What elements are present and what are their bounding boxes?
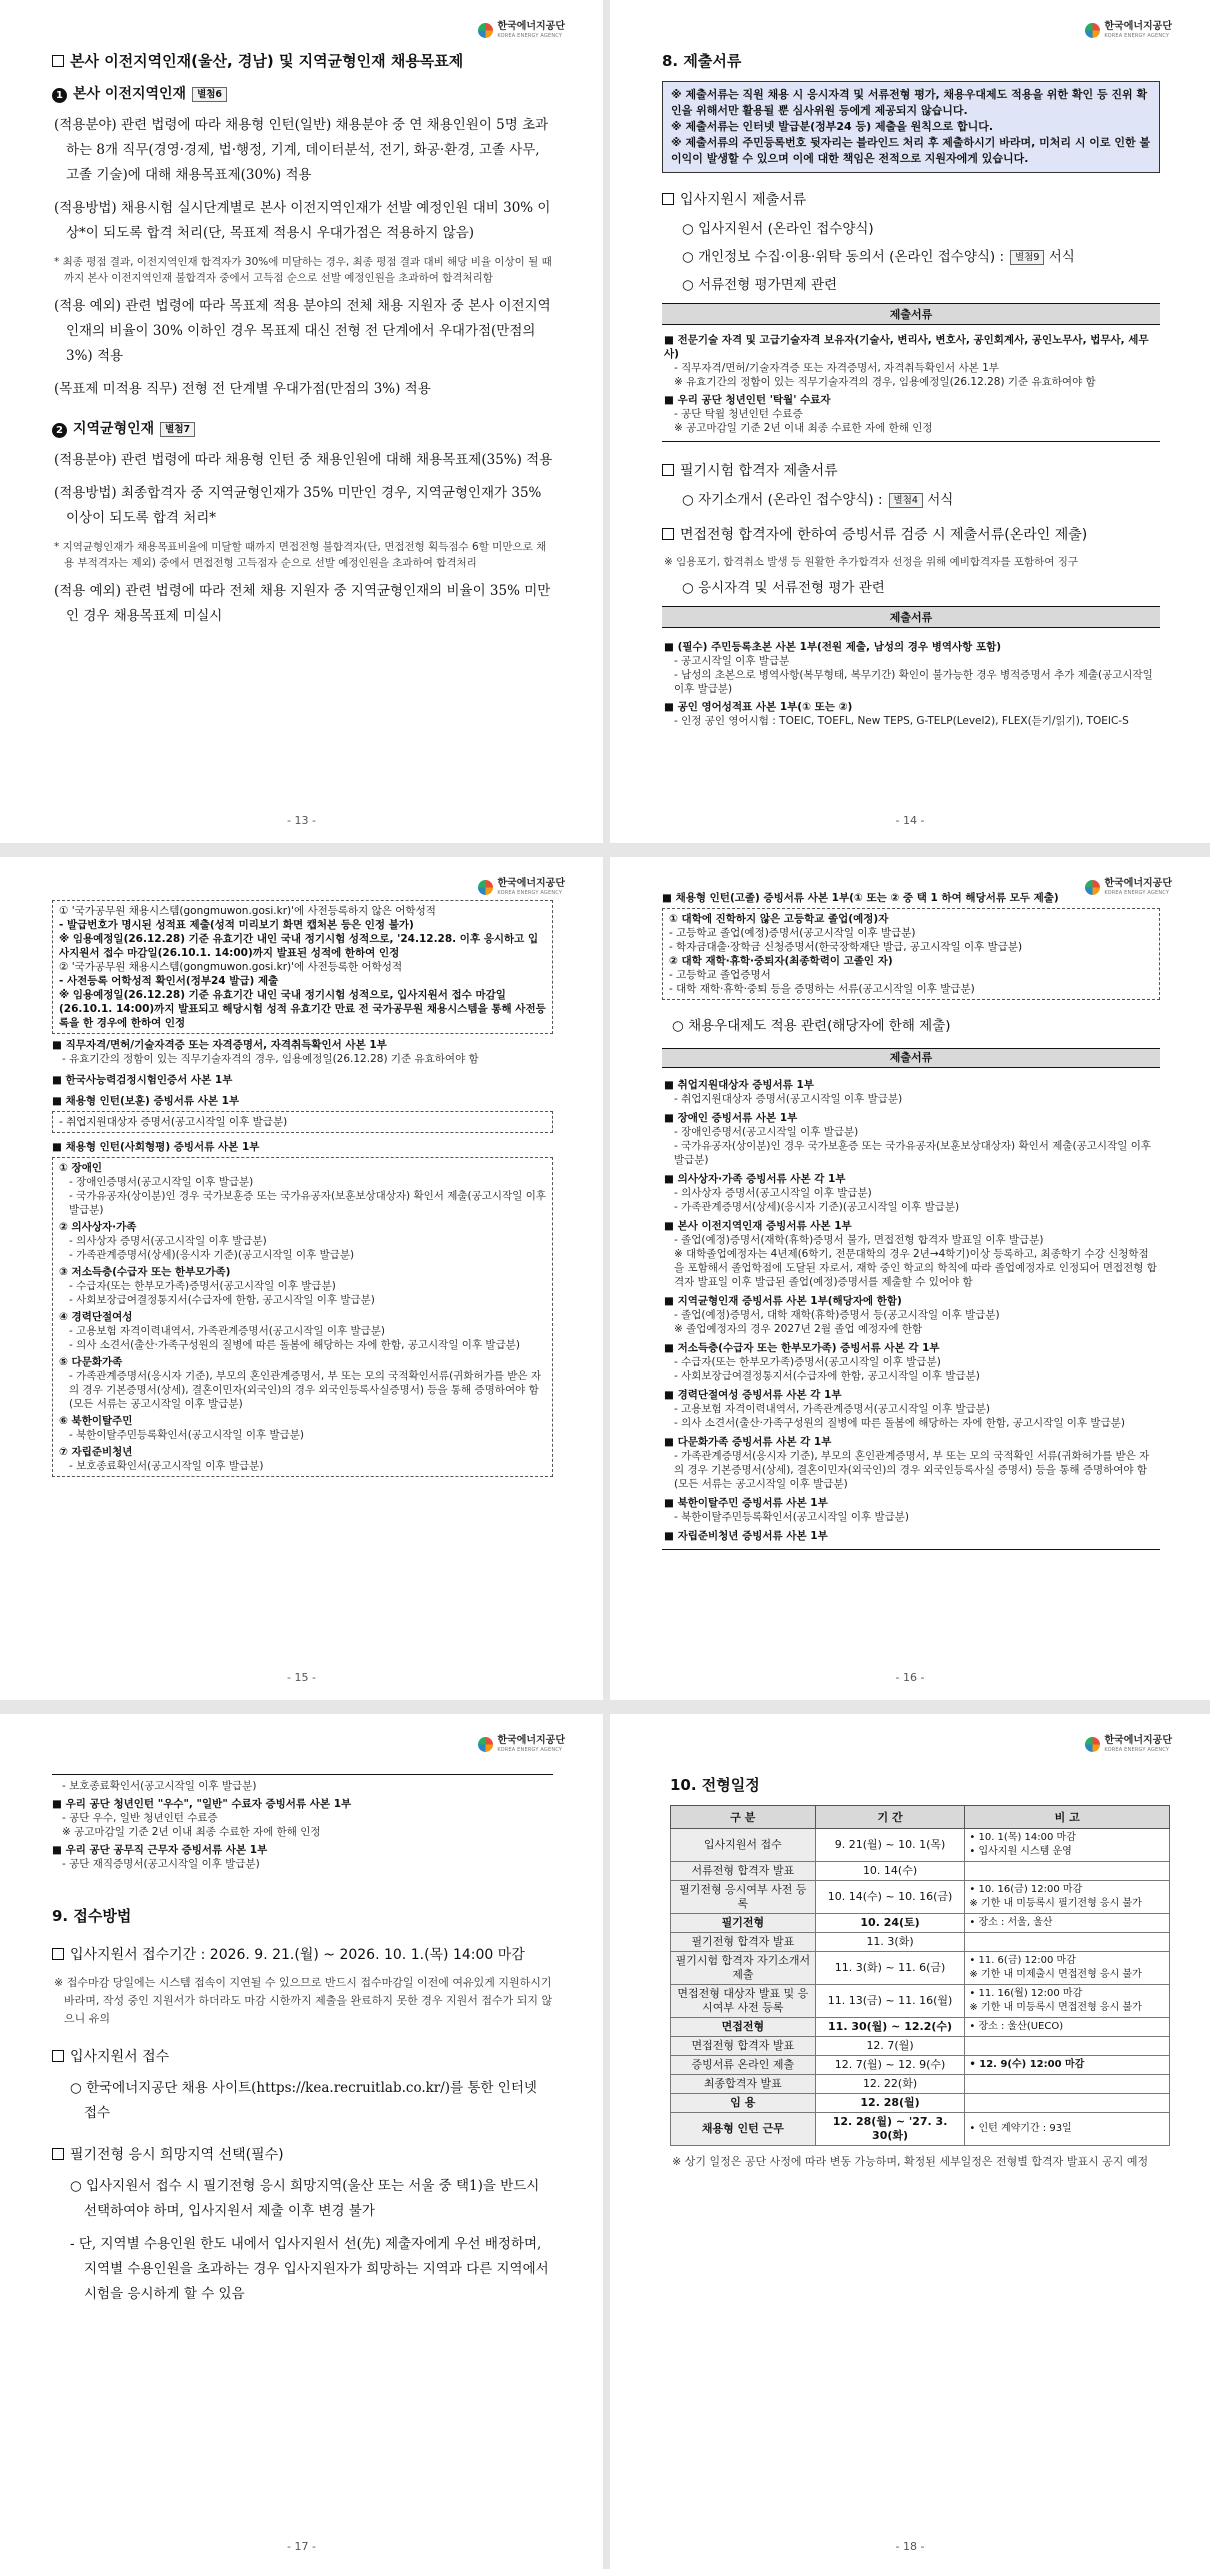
page-number: - 15 - (287, 1671, 316, 1684)
doc-detail: - 공단 재직증명서(공고시작일 이후 발급분) (62, 1858, 260, 1870)
list-item: ○ 응시자격 및 서류전형 평가 관련 (682, 580, 885, 596)
list-item-text: 입사지원서 접수 시 필기전형 응시 희망지역(울산 또는 서울 중 택1)을 반드시 선택하여야 하며, 입사지원서 제출 이후 변경 불가 (84, 2178, 540, 2219)
schedule-period: 12. 28(월) ~ '27. 3. 30(화) (815, 2113, 965, 2146)
table-header-row (671, 1806, 1170, 1829)
subsection-title (52, 2046, 553, 2066)
doc-detail: ※ 졸업예정자의 경우 2027년 2월 졸업 예정자에 한함 (674, 1323, 923, 1335)
list-item: ○ 자기소개서 (온라인 접수양식) : 별첨4 서식 (682, 492, 954, 508)
doc-item: ■ 전문기술 자격 및 고급기술자격 보유자(기술사, 변리사, 변호사, 공인회계사, 공인노무사, 법무사, 세무사) (664, 334, 1149, 360)
doc-item: ■ (필수) 주민등록초본 사본 1부(전원 제출, 남성의 경우 병역사항 포함) (664, 641, 1002, 653)
page-number: - 18 - (895, 2540, 925, 2553)
list-item: ○ 개인정보 수집·이용·위탁 동의서 (온라인 접수양식) : 별첨9 서식 (682, 249, 1075, 265)
paragraph: (적용분야) 관련 법령에 따라 채용형 인턴(일반) 채용분야 중 연 채용인원이 5명 초과하는 8개 직무(경영·경제, 법·행정, 기계, 데이터분석, 전기, 화공·환경, 고졸 사무, 고졸 기술)에 대해 채용목표제(30%) 적용 (54, 117, 549, 183)
table-header: 제출서류 (662, 1048, 1160, 1068)
checkbox-square-icon (52, 55, 64, 67)
doc-detail: ※ 유효기간의 정함이 있는 직무기술자격의 경우, 임용예정일(26.12.28) 기준 유효하여야 함 (674, 376, 1096, 388)
org-logo-text: 한국에너지공단 (497, 21, 565, 32)
list-item-text: 서류전형 평가면제 관련 (698, 277, 838, 293)
doc-item-text: 전문기술 자격 및 고급기술자격 보유자(기술사, 변리사, 변호사, 공인회계사, 공인노무사, 법무사, 세무사) (664, 334, 1149, 360)
subsection-title (52, 83, 553, 103)
doc-item-text: 취업지원대상자 증빙서류 1부 (677, 1079, 814, 1091)
org-logo-text: 한국에너지공단 (497, 1735, 565, 1746)
paragraph: (적용 예외) 관련 법령에 따라 목표제 적용 분야의 전체 채용 지원자 중 본사 이전지역인재의 비율이 30% 이하인 경우 목표제 대신 전형 전 단계에서 우대가점(만점의 3%) 적용 (54, 298, 551, 364)
doc-item-text: 공인 영어성적표 사본 1부(① 또는 ②) (677, 701, 853, 713)
group-detail: - 수급자(또는 한부모가족)증명서(공고시작일 이후 발급분) (69, 1280, 336, 1292)
doc-detail: - 의사 소견서(출산·가족구성원의 질병에 따른 돌봄에 해당하는 자에 한함, 공고시작일 이후 발급분) (674, 1417, 1125, 1429)
paragraph: (적용방법) 채용시험 실시단계별로 본사 이전지역인재가 선발 예정인원 대비 30% 이상*이 되도록 합격 처리(단, 목표제 적용시 우대가점은 적용하지 않음) (54, 200, 551, 241)
group-heading: ④ 경력단절여성 (59, 1311, 133, 1323)
box-line: - 사전등록 어학성적 확인서(정부24 발급) 제출 (59, 975, 279, 987)
table-row (671, 1914, 1170, 1933)
subsection-title (662, 460, 1160, 480)
list-item: ○ 채용우대제도 적용 관련(해당자에 한해 제출) (672, 1018, 951, 1034)
box-line: ※ 임용예정일(26.12.28) 기준 유효기간 내인 국내 정기시험 성적으로, '24.12.28. 이후 응시하고 입사지원서 접수 마감일(26.10.1. 14:00)까지 발표된 성적에 한하여 인정 (59, 933, 539, 959)
group-heading: ⑦ 자립준비청년 (59, 1446, 133, 1458)
group-detail: - 장애인증명서(공고시작일 이후 발급분) (69, 1176, 254, 1188)
table-row (671, 1862, 1170, 1881)
doc-item (664, 1078, 1158, 1092)
notice-line: ※ 제출서류는 직원 채용 시 응시자격 및 서류전형 평가, 채용우대제도 적용을 위한 확인 등 진위 확인을 위해서만 활용될 뿐 심사위원 등에게 제공되지 않습니다. (671, 88, 1148, 117)
bullet-square-icon: ■ (664, 1497, 678, 1509)
page-content (662, 50, 1160, 734)
table-row (671, 2056, 1170, 2075)
doc-item-text: 채용형 인턴(보훈) 증빙서류 사본 1부 (65, 1095, 240, 1107)
box-line: - 고등학교 졸업증명서 (669, 969, 771, 981)
continued-block (52, 1774, 553, 1871)
subsection-title (662, 189, 1160, 209)
schedule-note: • 인턴 계약기간 : 93일 (965, 2113, 1170, 2146)
schedule-stage: 서류전형 합격자 발표 (671, 1862, 816, 1881)
table-row (671, 2018, 1170, 2037)
doc-item: ■ 우리 공단 청년인턴 "우수", "일반" 수료자 증빙서류 사본 1부 (52, 1798, 352, 1810)
doc-item-text: 우리 공단 청년인턴 "우수", "일반" 수료자 증빙서류 사본 1부 (65, 1798, 352, 1810)
page-16 (610, 857, 1210, 1700)
schedule-note: • 11. 6(금) 12:00 마감 ※ 기한 내 미제출시 면접전형 응시 불가 (965, 1952, 1170, 1985)
doc-item-text: 직무자격/면허/기술자격증 또는 자격증명서, 자격취득확인서 사본 1부 (65, 1039, 387, 1051)
list-item: - 단, 지역별 수용인원 한도 내에서 입사지원서 선(先) 제출자에게 우선 배정하며, 지역별 수용인원을 초과하는 경우 입사지원자가 희망하는 지역과 다른 지역에서 시험을 응시하게 할 수 있음 (70, 2236, 549, 2302)
doc-item-text: 다문화가족 증빙서류 사본 각 1부 (677, 1436, 832, 1448)
schedule-stage: 필기전형 (671, 1914, 816, 1933)
checkbox-square-icon (52, 2050, 64, 2062)
org-logo-text: 한국에너지공단 (497, 878, 565, 889)
subsection-title-text: 필기전형 응시 희망지역 선택(필수) (70, 2147, 284, 2163)
doc-item (664, 1496, 1158, 1510)
doc-item-text: 지역균형인재 증빙서류 사본 1부(해당자에 한함) (677, 1295, 902, 1307)
schedule-stage: 면접전형 합격자 발표 (671, 2037, 816, 2056)
footnote: * 지역균형인재가 채용목표비율에 미달할 때까지 면접전형 불합격자(단, 면접전형 획득점수 6할 미만으로 채용 부적격자는 제외) 중에서 면접전형 고득점자 순으로 선발 예정인원을 초과하여 합격처리 (54, 541, 547, 569)
list-item-text: 개인정보 수집·이용·위탁 동의서 (온라인 접수양식) : (698, 249, 1005, 265)
group-detail: - 고용보험 자격이력내역서, 가족관계증명서(공고시작일 이후 발급분) (69, 1325, 386, 1337)
org-logo-subtext: KOREA ENERGY AGENCY (1104, 890, 1170, 896)
list-item-text: 응시자격 및 서류전형 평가 관련 (698, 580, 885, 596)
table-body (662, 1068, 1160, 1550)
schedule-period: 10. 24(토) (815, 1914, 965, 1933)
table-header: 제출서류 (662, 303, 1160, 325)
annex-tag: 별첨7 (160, 422, 195, 437)
doc-item: ■ 채용형 인턴(고졸) 증빙서류 사본 1부(① 또는 ② 중 택 1 하여 해당서류 모두 제출) (662, 892, 1059, 904)
table-row (671, 2113, 1170, 2146)
doc-detail: - 공단 우수, 일반 청년인턴 수료증 (62, 1812, 218, 1824)
schedule-period: 10. 14(수) (815, 1862, 965, 1881)
doc-item-text: 채용형 인턴(사회형평) 증빙서류 사본 1부 (65, 1141, 260, 1153)
list-item: ○ 한국에너지공단 채용 사이트(https://kea.recruitlab.co.kr/)를 통한 인터넷 접수 (70, 2080, 537, 2121)
org-logo (478, 22, 565, 39)
box-line: ① 대학에 진학하지 않은 고등학교 졸업(예정)자 (669, 913, 889, 925)
list-item-text: 한국에너지공단 채용 사이트(https://kea.recruitlab.co.kr/)를 통한 인터넷 접수 (84, 2080, 537, 2121)
doc-detail: ※ 공고마감일 기준 2년 이내 최종 수료한 자에 한해 인정 (62, 1826, 321, 1838)
doc-item-text: 자립준비청년 증빙서류 사본 1부 (677, 1530, 828, 1542)
group-detail: - 북한이탈주민등록확인서(공고시작일 이후 발급분) (69, 1429, 304, 1441)
table-row (671, 1881, 1170, 1914)
checkbox-square-icon (662, 193, 674, 205)
page-14 (610, 0, 1210, 843)
org-logo-icon (1085, 1737, 1100, 1752)
page-15 (0, 857, 603, 1700)
list-item-tail: 서식 (1048, 249, 1075, 265)
schedule-period: 12. 28(월) (815, 2094, 965, 2113)
subsection-title (52, 418, 553, 438)
list-item-text: 채용우대제도 적용 관련(해당자에 한해 제출) (688, 1018, 951, 1034)
table-row (671, 2075, 1170, 2094)
doc-detail: - 국가유공자(상이분)인 경우 국가보훈증 또는 국가유공자(보훈보상대상자) 확인서 제출(공고시작일 이후 발급분) (674, 1140, 1151, 1166)
schedule-note: • 11. 16(월) 12:00 마감 ※ 기한 내 미등록시 면접전형 응시 불가 (965, 1985, 1170, 2018)
doc-detail: - 북한이탈주민등록확인서(공고시작일 이후 발급분) (674, 1511, 909, 1523)
org-logo-subtext: KOREA ENERGY AGENCY (497, 890, 563, 896)
notice-line: ※ 제출서류는 인터넷 발급분(정부24 등) 제출을 원칙으로 합니다. (671, 120, 994, 133)
doc-item: ■ 우리 공단 청년인턴 '탁월' 수료자 (664, 394, 831, 406)
column-header: 비 고 (965, 1806, 1170, 1829)
doc-detail: - 사회보장급여결정통지서(수급자에 한함, 공고시작일 이후 발급분) (674, 1370, 980, 1382)
schedule-period: 12. 7(월) ~ 12. 9(수) (815, 2056, 965, 2075)
table-row (671, 2037, 1170, 2056)
box-line: - 발급번호가 명시된 성적표 제출(성적 미리보기 화면 캡처본 등은 인정 불가) (59, 919, 414, 931)
page-number: - 14 - (895, 814, 925, 827)
bullet-square-icon: ■ (664, 1389, 678, 1401)
annex-tag: 별첨6 (192, 87, 227, 102)
doc-detail: ※ 공고마감일 기준 2년 이내 최종 수료한 자에 한해 인정 (674, 422, 933, 434)
doc-item: ■ 채용형 인턴(보훈) 증빙서류 사본 1부 (52, 1095, 240, 1107)
schedule-period: 11. 3(화) (815, 1933, 965, 1952)
org-logo (1085, 1736, 1172, 1753)
table-row (671, 1829, 1170, 1862)
footnote: ※ 임용포기, 합격취소 발생 등 원활한 추가합격자 선정을 위해 예비합격자를 포함하여 징구 (664, 556, 1078, 568)
table-row (671, 1952, 1170, 1985)
list-item-text: 자기소개서 (온라인 접수양식) : (698, 492, 883, 508)
table-body (662, 325, 1160, 442)
doc-detail: - 공단 탁월 청년인턴 수료증 (674, 408, 803, 420)
doc-detail: - 직무자격/면허/기술자격증 또는 자격증명서, 자격취득확인서 사본 1부 (674, 362, 999, 374)
bullet-square-icon: ■ (664, 1173, 678, 1185)
org-logo-subtext: KOREA ENERGY AGENCY (1104, 1747, 1170, 1753)
section-title (52, 50, 553, 71)
group-detail: - 가족관계증명서(상세)(응시자 기준)(공고시작일 이후 발급분) (69, 1249, 355, 1261)
group-heading: ⑤ 다문화가족 (59, 1356, 123, 1368)
doc-item-text: 우리 공단 공무직 근무자 증빙서류 사본 1부 (65, 1844, 268, 1856)
box-line: ② 대학 재학·휴학·중퇴자(최종학력이 고졸인 자) (669, 955, 893, 967)
schedule-note (965, 2037, 1170, 2056)
doc-detail: - 의사상자 증명서(공고시작일 이후 발급분) (674, 1187, 872, 1199)
annex-tag: 별첨4 (889, 493, 923, 508)
schedule-table (670, 1805, 1170, 2146)
section-heading: 9. 접수방법 (52, 1907, 132, 1925)
list-item-text: 입사지원서 (온라인 접수양식) (698, 221, 874, 237)
bullet-square-icon: ■ (664, 1342, 678, 1354)
schedule-note (965, 1862, 1170, 1881)
doc-detail: - 수급자(또는 한부모가족)증명서(공고시작일 이후 발급분) (674, 1356, 941, 1368)
schedule-stage: 필기전형 합격자 발표 (671, 1933, 816, 1952)
page-content (52, 897, 553, 1480)
doc-item: ■ 직무자격/면허/기술자격증 또는 자격증명서, 자격취득확인서 사본 1부 (52, 1039, 387, 1051)
list-item: ○ 입사지원서 접수 시 필기전형 응시 희망지역(울산 또는 서울 중 택1)을 반드시 선택하여야 하며, 입사지원서 제출 이후 변경 불가 (70, 2178, 540, 2219)
schedule-period: 11. 30(월) ~ 12.2(수) (815, 2018, 965, 2037)
org-logo-text: 한국에너지공단 (1104, 878, 1172, 889)
section-heading: 8. 제출서류 (662, 52, 742, 70)
subsection-title-text: 입사지원서 접수기간 : 2026. 9. 21.(월) ~ 2026. 10. 1.(목) 14:00 마감 (70, 1947, 525, 1963)
doc-detail: - 남성의 초본으로 병역사항(복무형태, 복무기간) 확인이 불가능한 경우 병적증명서 추가 제출(공고시작일 이후 발급분) (674, 669, 1153, 695)
page-number: - 13 - (287, 814, 316, 827)
schedule-period: 10. 14(수) ~ 10. 16(금) (815, 1881, 965, 1914)
checkbox-square-icon (52, 1948, 64, 1960)
annex-tag: 별첨9 (1010, 250, 1044, 265)
group-heading: ① 장애인 (59, 1162, 102, 1174)
schedule-stage: 필기전형 응시여부 사전 등록 (671, 1881, 816, 1914)
doc-item (664, 1111, 1158, 1125)
schedule-note: • 10. 16(금) 12:00 마감 ※ 기한 내 미등록시 필기전형 응시 불가 (965, 1881, 1170, 1914)
doc-item-text: 우리 공단 청년인턴 '탁월' 수료자 (677, 394, 831, 406)
page-content (52, 1774, 553, 2315)
section-heading: 10. 전형일정 (670, 1776, 760, 1794)
box-line: ① '국가공무원 채용시스템(gongmuwon.gosi.kr)'에 사전등록하지 않은 어학성적 (59, 905, 436, 917)
number-1-icon: 1 (52, 88, 67, 103)
paragraph: (적용방법) 최종합격자 중 지역균형인재가 35% 미만인 경우, 지역균형인재가 35% 이상이 되도록 합격 처리* (54, 485, 542, 526)
schedule-stage: 임 용 (671, 2094, 816, 2113)
schedule-note (965, 1933, 1170, 1952)
table-row (671, 1933, 1170, 1952)
doc-item: ■ 한국사능력검정시험인증서 사본 1부 (52, 1074, 233, 1086)
page-content (662, 887, 1160, 1550)
column-header: 구 분 (671, 1806, 816, 1829)
box-line: - 대학 재학·휴학·중퇴 등을 증명하는 서류(공고시작일 이후 발급분) (669, 983, 975, 995)
schedule-stage: 입사지원서 접수 (671, 1829, 816, 1862)
doc-item-text: 한국사능력검정시험인증서 사본 1부 (65, 1074, 233, 1086)
schedule-note: • 장소 : 서울, 울산 (965, 1914, 1170, 1933)
doc-item-text: 채용형 인턴(고졸) 증빙서류 사본 1부(① 또는 ② 중 택 1 하여 해당서류 모두 제출) (675, 892, 1059, 904)
doc-item: ■ 우리 공단 공무직 근무자 증빙서류 사본 1부 (52, 1844, 268, 1856)
doc-item-text: (필수) 주민등록초본 사본 1부(전원 제출, 남성의 경우 병역사항 포함) (677, 641, 1002, 653)
schedule-note: • 12. 9(수) 12:00 마감 (965, 2056, 1170, 2075)
doc-item-text: 북한이탈주민 증빙서류 사본 1부 (677, 1497, 828, 1509)
checkbox-square-icon (662, 528, 674, 540)
schedule-note (965, 2075, 1170, 2094)
group-heading: ③ 저소득층(수급자 또는 한부모가족) (59, 1266, 231, 1278)
org-logo-icon (1085, 23, 1100, 38)
page-number: - 16 - (895, 1671, 925, 1684)
doc-item: ■ 채용형 인턴(사회형평) 증빙서류 사본 1부 (52, 1141, 260, 1153)
bullet-square-icon: ■ (664, 1079, 678, 1091)
schedule-stage: 최종합격자 발표 (671, 2075, 816, 2094)
org-logo-icon (478, 1737, 493, 1752)
doc-detail: - 가족관계증명서(응시자 기준), 부모의 혼인관계증명서, 부 또는 모의 국적확인 서류(귀화허가를 받은 자의 경우 기본증명서(상세), 결혼이민자(외국인)의 경우 외국인등록사실 증명서) 등을 통해 증명하여야 함(모든 서류는 공고시작일 이후 발급분) (674, 1450, 1150, 1490)
doc-detail: - 고용보험 자격이력내역서, 가족관계증명서(공고시작일 이후 발급분) (674, 1403, 991, 1415)
footnote: ※ 상기 일정은 공단 사정에 따라 변동 가능하며, 확정된 세부일정은 전형별 합격자 발표시 공지 예정 (672, 2155, 1149, 2168)
org-logo-text: 한국에너지공단 (1104, 21, 1172, 32)
subsection-title-text: 입사지원시 제출서류 (680, 192, 807, 208)
page-content (52, 50, 553, 637)
bullet-square-icon: ■ (664, 1436, 678, 1448)
paragraph: (적용분야) 관련 법령에 따라 채용형 인턴 중 채용인원에 대해 채용목표제(35%) 적용 (54, 452, 553, 468)
doc-item-text: 의사상자·가족 증빙서류 사본 각 1부 (677, 1173, 846, 1185)
schedule-period: 12. 22(화) (815, 2075, 965, 2094)
schedule-stage: 면접전형 대상자 발표 및 응시여부 사전 등록 (671, 1985, 816, 2018)
table-row (671, 1985, 1170, 2018)
table-header: 제출서류 (662, 606, 1160, 628)
language-score-box (52, 900, 553, 1034)
box-line: ② '국가공무원 채용시스템(gongmuwon.gosi.kr)'에 사전등록한 어학성적 (59, 961, 403, 973)
schedule-stage: 채용형 인턴 근무 (671, 2113, 816, 2146)
subsection-title (52, 2144, 553, 2164)
page-17 (0, 1714, 603, 2569)
bullet-square-icon: ■ (664, 1112, 678, 1124)
doc-item (664, 1529, 1158, 1543)
paragraph: (적용 예외) 관련 법령에 따라 전체 채용 지원자 중 지역균형인재의 비율이 35% 미만인 경우 채용목표제 미실시 (54, 583, 551, 624)
doc-detail: - 인정 공인 영어시험 : TOEIC, TOEFL, New TEPS, G-TELP(Level2), FLEX(듣기/읽기), TOEIC-S (674, 715, 1129, 727)
subsection-title-text: 필기시험 합격자 제출서류 (680, 463, 838, 479)
org-logo-text: 한국에너지공단 (1104, 1735, 1172, 1746)
group-detail: - 의사상자 증명서(공고시작일 이후 발급분) (69, 1235, 267, 1247)
checkbox-square-icon (52, 2148, 64, 2160)
doc-item: ■ 공인 영어성적표 사본 1부(① 또는 ②) (664, 701, 853, 713)
number-2-icon: 2 (52, 423, 67, 438)
group-detail: - 가족관계증명서(응시자 기준), 부모의 혼인관계증명서, 부 또는 모의 국적확인서류(귀화허가를 받은 자의 경우 기본증명서(상세), 결혼이민자(외국인)의 경우 외국인등록사실증명서) 등을 통해 증명하여야 함(모든 서류는 공고시작일 이후 발급분) (69, 1370, 541, 1410)
doc-item (664, 1219, 1158, 1233)
subsection-title-text: 지역균형인재 (73, 421, 155, 437)
section-title-text: 본사 이전지역인재(울산, 경남) 및 지역균형인재 채용목표제 (70, 52, 464, 70)
doc-item (664, 1294, 1158, 1308)
org-logo-subtext: KOREA ENERGY AGENCY (497, 33, 563, 39)
org-logo-icon (478, 23, 493, 38)
notice-line: ※ 제출서류의 주민등록번호 뒷자리는 블라인드 처리 후 제출하시기 바라며, 미처리 시 이로 인한 불이익이 발생할 수 있으며 이에 대한 책임은 전적으로 지원자에게 있습니다. (671, 136, 1151, 165)
box-line: - 고등학교 졸업(예정)증명서(공고시작일 이후 발급분) (669, 927, 916, 939)
group-detail: - 보호종료확인서(공고시작일 이후 발급분) (69, 1460, 264, 1472)
doc-detail: - 가족관계증명서(상세)(응시자 기준)(공고시작일 이후 발급분) (674, 1201, 960, 1213)
subsection-title-text: 입사지원서 접수 (70, 2049, 170, 2065)
table-body (671, 1829, 1170, 2146)
org-logo-subtext: KOREA ENERGY AGENCY (1104, 33, 1170, 39)
subsection-title-text: 본사 이전지역인재 (73, 86, 187, 102)
doc-detail: - 보호종료확인서(공고시작일 이후 발급분) (62, 1780, 257, 1792)
schedule-period: 11. 13(금) ~ 11. 16(월) (815, 1985, 965, 2018)
subsection-title (662, 524, 1160, 544)
doc-item-text: 경력단절여성 증빙서류 사본 각 1부 (677, 1389, 842, 1401)
list-item: ○ 입사지원서 (온라인 접수양식) (682, 221, 874, 237)
subsection-title (52, 1944, 553, 1964)
schedule-stage: 증빙서류 온라인 제출 (671, 2056, 816, 2075)
doc-detail: - 공고시작일 이후 발급분 (674, 655, 790, 667)
paragraph: (목표제 미적용 직무) 전형 전 단계별 우대가점(만점의 3%) 적용 (54, 381, 431, 397)
footnote: * 최종 평점 결과, 이전지역인재 합격자가 30%에 미달하는 경우, 최종 평점 결과 대비 해당 비율 이상이 될 때까지 본사 이전지역인재 불합격자 중에서 고득점 순으로 선발 예정인원을 초과하여 합격처리함 (54, 256, 552, 284)
box-line: - 학자금대출·장학금 신청증명서(한국장학재단 발급, 공고시작일 이후 발급분) (669, 941, 1023, 953)
group-heading: ⑥ 북한이탈주민 (59, 1415, 133, 1427)
subsection-title-text: 면접전형 합격자에 한하여 증빙서류 검증 시 제출서류(온라인 제출) (680, 527, 1088, 543)
schedule-period: 12. 7(월) (815, 2037, 965, 2056)
page-number: - 17 - (287, 2540, 316, 2553)
doc-item-text: 장애인 증빙서류 사본 1부 (677, 1112, 798, 1124)
bullet-square-icon: ■ (664, 1530, 678, 1542)
schedule-stage: 면접전형 (671, 2018, 816, 2037)
doc-detail: - 장애인증명서(공고시작일 이후 발급분) (674, 1126, 859, 1138)
column-header: 기 간 (815, 1806, 965, 1829)
doc-item-text: 저소득층(수급자 또는 한부모가족) 증빙서류 사본 각 1부 (677, 1342, 940, 1354)
schedule-note: • 10. 1(목) 14:00 마감 • 입사지원 시스템 운영 (965, 1829, 1170, 1862)
doc-item-text: 본사 이전지역인재 증빙서류 사본 1부 (677, 1220, 852, 1232)
page-content (670, 1774, 1170, 2178)
doc-item (664, 1341, 1158, 1355)
doc-detail: - 졸업(예정)증명서(재학(휴학)증명서 불가, 면접전형 합격자 발표일 이후 발급분) (674, 1234, 1044, 1246)
doc-detail: - 취업지원대상자 증명서(공고시작일 이후 발급분) (674, 1093, 903, 1105)
table-body (662, 628, 1160, 734)
box-line: ※ 임용예정일(26.12.28) 기준 유효기간 내인 국내 정기시험 성적으로, 입사지원서 접수 마감일(26.10.1. 14:00)까지 발표되고 해당시험 성적 유효기간 만료 전 국가공무원 채용시스템을 통해 사전등록을 한 경우에 한하여 인정 (59, 989, 546, 1029)
page-13 (0, 0, 603, 843)
org-logo (478, 1736, 565, 1753)
list-item-tail: 서식 (927, 492, 954, 508)
list-item: ○ 서류전형 평가면제 관련 (682, 277, 838, 293)
org-logo-subtext: KOREA ENERGY AGENCY (497, 1747, 563, 1753)
org-logo (478, 879, 565, 896)
group-detail: - 국가유공자(상이분)인 경우 국가보훈증 또는 국가유공자(보훈보상대상자) 확인서 제출(공고시작일 이후 발급분) (69, 1190, 546, 1216)
org-logo-icon (478, 880, 493, 895)
doc-detail: - 유효기간의 정함이 있는 직무기술자격의 경우, 임용예정일(26.12.28) 기준 유효하여야 함 (62, 1053, 479, 1065)
doc-detail: ※ 대학졸업예정자는 4년제(6학기, 전문대학의 경우 2년→4학기)이상 등록하고, 최종학기 수강 신청학점을 포함해서 졸업학점에 도달된 자로서, 재학 중인 학교의 학칙에 따라 졸업예정자로 인정되어 면접전형 합격자 발표일 이후 발급된 졸업(예정)증명서를 제출할 수 있어야 함 (674, 1248, 1157, 1288)
highschool-box (662, 908, 1160, 1000)
group-detail: - 사회보장급여결정통지서(수급자에 한함, 공고시작일 이후 발급분) (69, 1294, 375, 1306)
list-item-text: 단, 지역별 수용인원 한도 내에서 입사지원서 선(先) 제출자에게 우선 배정하며, 지역별 수용인원을 초과하는 경우 입사지원자가 희망하는 지역과 다른 지역에서 시험을 응시하게 할 수 있음 (78, 2236, 549, 2302)
social-equity-box (52, 1157, 553, 1477)
schedule-stage: 필기시험 합격자 자기소개서 제출 (671, 1952, 816, 1985)
doc-detail-box: - 취업지원대상자 증명서(공고시작일 이후 발급분) (52, 1111, 553, 1133)
doc-item (664, 1172, 1158, 1186)
doc-item (664, 1388, 1158, 1402)
doc-detail: - 졸업(예정)증명서, 대학 재학(휴학)증명서 등(공고시작일 이후 발급분) (674, 1309, 1000, 1321)
bullet-square-icon: ■ (664, 1295, 678, 1307)
org-logo (1085, 22, 1172, 39)
doc-item (664, 1435, 1158, 1449)
bullet-square-icon: ■ (664, 1220, 678, 1232)
footnote: ※ 접수마감 당일에는 시스템 접속이 지연될 수 있으므로 반드시 접수마감일 이전에 여유있게 지원하시기 바라며, 작성 중인 지원서가 하더라도 마감 시한까지 제출을 완료하지 못한 경우 지원서 접수가 되지 않으니 유의 (54, 1976, 553, 2025)
table-row (671, 2094, 1170, 2113)
page-18 (610, 1714, 1210, 2569)
group-detail: - 의사 소견서(출산·가족구성원의 질병에 따른 돌봄에 해당하는 자에 한함, 공고시작일 이후 발급분) (69, 1339, 520, 1351)
checkbox-square-icon (662, 464, 674, 476)
notice-box (662, 81, 1160, 173)
schedule-period: 9. 21(월) ~ 10. 1(목) (815, 1829, 965, 1862)
schedule-period: 11. 3(화) ~ 11. 6(금) (815, 1952, 965, 1985)
schedule-note: • 장소 : 울산(UECO) (965, 2018, 1170, 2037)
schedule-note (965, 2094, 1170, 2113)
group-heading: ② 의사상자·가족 (59, 1221, 137, 1233)
